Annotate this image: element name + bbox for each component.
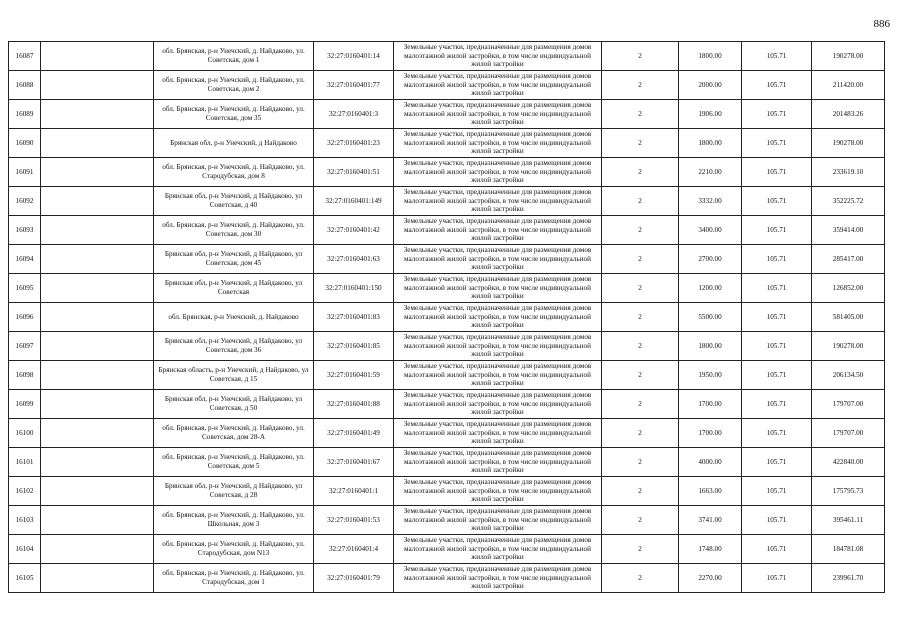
- row-number: 16089: [9, 100, 41, 129]
- specific-value-cell: 105.71: [742, 187, 812, 216]
- address-cell: Брянская обл, р-н Унечский, д Найдаково: [154, 129, 314, 158]
- table-row: [9, 71, 885, 100]
- row-number: 16102: [9, 477, 41, 506]
- cadastral-value-cell: 184781.08: [812, 535, 885, 564]
- land-use-cell: Земельные участки, предназначенные для размещения домов малоэтажной жилой застройки, в том числе индивидуальной жилой застройки: [394, 158, 602, 187]
- table-row: [9, 274, 885, 303]
- table-row: [9, 448, 885, 477]
- category-cell: 2: [602, 100, 679, 129]
- cadastral-value-cell: 179707.00: [812, 390, 885, 419]
- cadastral-number-cell: 32:27:0160401:83: [314, 303, 394, 332]
- cadastral-value-cell: 211420.00: [812, 71, 885, 100]
- specific-value-cell: 105.71: [742, 361, 812, 390]
- cadastral-number-cell: 32:27:0160401:85: [314, 332, 394, 361]
- land-use-cell: Земельные участки, предназначенные для размещения домов малоэтажной жилой застройки, в том числе индивидуальной жилой застройки: [394, 42, 602, 71]
- row-number: 16096: [9, 303, 41, 332]
- cadastral-value-table: [8, 41, 885, 593]
- area-cell: 2000.00: [679, 71, 742, 100]
- category-cell: 2: [602, 187, 679, 216]
- address-cell: обл. Брянская, р-н Унечский, д. Найдаково, ул. Советская, дом 2: [154, 71, 314, 100]
- empty-cell: [41, 42, 154, 71]
- table-body: [9, 42, 885, 593]
- cadastral-number-cell: 32:27:0160401:53: [314, 506, 394, 535]
- table-row: [9, 390, 885, 419]
- area-cell: 1800.00: [679, 332, 742, 361]
- empty-cell: [41, 419, 154, 448]
- specific-value-cell: 105.71: [742, 390, 812, 419]
- area-cell: 5500.00: [679, 303, 742, 332]
- area-cell: 4000.00: [679, 448, 742, 477]
- row-number: 16091: [9, 158, 41, 187]
- cadastral-value-cell: 285417.00: [812, 245, 885, 274]
- row-number: 16100: [9, 419, 41, 448]
- area-cell: 1800.00: [679, 42, 742, 71]
- cadastral-number-cell: 32:27:0160401:1: [314, 477, 394, 506]
- category-cell: 2: [602, 158, 679, 187]
- category-cell: 2: [602, 535, 679, 564]
- category-cell: 2: [602, 419, 679, 448]
- table-row: [9, 303, 885, 332]
- specific-value-cell: 105.71: [742, 477, 812, 506]
- cadastral-value-cell: 175795.73: [812, 477, 885, 506]
- address-cell: Брянская обл, р-н Унечский, д Найдаково, ул Советская: [154, 274, 314, 303]
- empty-cell: [41, 332, 154, 361]
- area-cell: 1950.00: [679, 361, 742, 390]
- land-use-cell: Земельные участки, предназначенные для размещения домов малоэтажной жилой застройки, в том числе индивидуальной жилой застройки: [394, 477, 602, 506]
- address-cell: обл. Брянская, р-н Унечский, д. Найдаково, ул. Советская, дом 28-А: [154, 419, 314, 448]
- cadastral-value-cell: 395461.11: [812, 506, 885, 535]
- specific-value-cell: 105.71: [742, 419, 812, 448]
- area-cell: 1700.00: [679, 390, 742, 419]
- category-cell: 2: [602, 274, 679, 303]
- area-cell: 1748.00: [679, 535, 742, 564]
- address-cell: обл. Брянская, р-н Унечский, д. Найдаково, ул. Стародубская, дом 1: [154, 564, 314, 593]
- cadastral-number-cell: 32:27:0160401:88: [314, 390, 394, 419]
- specific-value-cell: 105.71: [742, 506, 812, 535]
- area-cell: 2210.00: [679, 158, 742, 187]
- address-cell: обл. Брянская, р-н Унечский, д. Найдаково, ул. Советская, дом 5: [154, 448, 314, 477]
- table-row: [9, 187, 885, 216]
- table-row: [9, 42, 885, 71]
- specific-value-cell: 105.71: [742, 564, 812, 593]
- address-cell: обл. Брянская, р-н Унечский, д. Найдаково, ул. Советская, дом 30: [154, 216, 314, 245]
- cadastral-number-cell: 32:27:0160401:49: [314, 419, 394, 448]
- specific-value-cell: 105.71: [742, 158, 812, 187]
- empty-cell: [41, 158, 154, 187]
- category-cell: 2: [602, 448, 679, 477]
- specific-value-cell: 105.71: [742, 245, 812, 274]
- area-cell: 2270.00: [679, 564, 742, 593]
- category-cell: 2: [602, 390, 679, 419]
- cadastral-value-cell: 359414.00: [812, 216, 885, 245]
- empty-cell: [41, 71, 154, 100]
- cadastral-value-cell: 201483.26: [812, 100, 885, 129]
- land-use-cell: Земельные участки, предназначенные для размещения домов малоэтажной жилой застройки, в том числе индивидуальной жилой застройки: [394, 274, 602, 303]
- area-cell: 2700.00: [679, 245, 742, 274]
- table-row: [9, 245, 885, 274]
- area-cell: 1800.00: [679, 129, 742, 158]
- cadastral-number-cell: 32:27:0160401:59: [314, 361, 394, 390]
- category-cell: 2: [602, 71, 679, 100]
- empty-cell: [41, 390, 154, 419]
- specific-value-cell: 105.71: [742, 42, 812, 71]
- cadastral-value-cell: 206134.50: [812, 361, 885, 390]
- row-number: 16105: [9, 564, 41, 593]
- area-cell: 1663.00: [679, 477, 742, 506]
- page-number: 886: [873, 18, 890, 30]
- row-number: 16087: [9, 42, 41, 71]
- address-cell: Брянская обл, р-н Унечский, д Найдаково, ул Советская, дом 45: [154, 245, 314, 274]
- table-row: [9, 158, 885, 187]
- area-cell: 1200.00: [679, 274, 742, 303]
- land-use-cell: Земельные участки, предназначенные для размещения домов малоэтажной жилой застройки, в том числе индивидуальной жилой застройки: [394, 129, 602, 158]
- land-use-cell: Земельные участки, предназначенные для размещения домов малоэтажной жилой застройки, в том числе индивидуальной жилой застройки: [394, 216, 602, 245]
- table-row: [9, 129, 885, 158]
- land-use-cell: Земельные участки, предназначенные для размещения домов малоэтажной жилой застройки, в том числе индивидуальной жилой застройки: [394, 100, 602, 129]
- area-cell: 1700.00: [679, 419, 742, 448]
- cadastral-value-cell: 190278.00: [812, 129, 885, 158]
- area-cell: 3400.00: [679, 216, 742, 245]
- address-cell: Брянская обл, р-н Унечский, д Найдаково, ул Советская, дом 36: [154, 332, 314, 361]
- address-cell: Брянская область, р-н Унечский, д Найдаково, ул Советская, д 15: [154, 361, 314, 390]
- category-cell: 2: [602, 216, 679, 245]
- cadastral-number-cell: 32:27:0160401:149: [314, 187, 394, 216]
- cadastral-value-cell: 581405.00: [812, 303, 885, 332]
- table-row: [9, 506, 885, 535]
- area-cell: 1906.00: [679, 100, 742, 129]
- address-cell: Брянская обл, р-н Унечский, д Найдаково, ул Советская, д 50: [154, 390, 314, 419]
- empty-cell: [41, 535, 154, 564]
- address-cell: обл. Брянская, р-н Унечский, д. Найдаково, ул. Школьная, дом 3: [154, 506, 314, 535]
- row-number: 16095: [9, 274, 41, 303]
- row-number: 16099: [9, 390, 41, 419]
- cadastral-value-cell: 233619.10: [812, 158, 885, 187]
- cadastral-number-cell: 32:27:0160401:3: [314, 100, 394, 129]
- category-cell: 2: [602, 332, 679, 361]
- cadastral-number-cell: 32:27:0160401:14: [314, 42, 394, 71]
- category-cell: 2: [602, 477, 679, 506]
- cadastral-value-cell: 126852.00: [812, 274, 885, 303]
- category-cell: 2: [602, 506, 679, 535]
- cadastral-number-cell: 32:27:0160401:77: [314, 71, 394, 100]
- specific-value-cell: 105.71: [742, 129, 812, 158]
- row-number: 16104: [9, 535, 41, 564]
- address-cell: обл. Брянская, р-н Унечский, д. Найдаково: [154, 303, 314, 332]
- category-cell: 2: [602, 303, 679, 332]
- area-cell: 3332.00: [679, 187, 742, 216]
- empty-cell: [41, 303, 154, 332]
- specific-value-cell: 105.71: [742, 274, 812, 303]
- cadastral-value-cell: 190278.00: [812, 332, 885, 361]
- cadastral-value-cell: 422840.00: [812, 448, 885, 477]
- empty-cell: [41, 506, 154, 535]
- empty-cell: [41, 274, 154, 303]
- area-cell: 3741.00: [679, 506, 742, 535]
- land-use-cell: Земельные участки, предназначенные для размещения домов малоэтажной жилой застройки, в том числе индивидуальной жилой застройки: [394, 245, 602, 274]
- cadastral-number-cell: 32:27:0160401:4: [314, 535, 394, 564]
- specific-value-cell: 105.71: [742, 303, 812, 332]
- land-use-cell: Земельные участки, предназначенные для размещения домов малоэтажной жилой застройки, в том числе индивидуальной жилой застройки: [394, 535, 602, 564]
- address-cell: обл. Брянская, р-н Унечский, д. Найдаково, ул. Стародубская, дом 8: [154, 158, 314, 187]
- address-cell: обл. Брянская, р-н Унечский, д. Найдаково, ул. Советская, дом 1: [154, 42, 314, 71]
- cadastral-number-cell: 32:27:0160401:79: [314, 564, 394, 593]
- specific-value-cell: 105.71: [742, 448, 812, 477]
- address-cell: Брянская обл, р-н Унечский, д Найдаково, ул Советская, д 28: [154, 477, 314, 506]
- cadastral-number-cell: 32:27:0160401:150: [314, 274, 394, 303]
- row-number: 16098: [9, 361, 41, 390]
- table-row: [9, 361, 885, 390]
- row-number: 16101: [9, 448, 41, 477]
- row-number: 16103: [9, 506, 41, 535]
- address-cell: Брянская обл, р-н Унечский, д Найдаково, ул Советская, д 40: [154, 187, 314, 216]
- land-use-cell: Земельные участки, предназначенные для размещения домов малоэтажной жилой застройки, в том числе индивидуальной жилой застройки: [394, 361, 602, 390]
- land-use-cell: Земельные участки, предназначенные для размещения домов малоэтажной жилой застройки, в том числе индивидуальной жилой застройки: [394, 419, 602, 448]
- empty-cell: [41, 129, 154, 158]
- land-use-cell: Земельные участки, предназначенные для размещения домов малоэтажной жилой застройки, в том числе индивидуальной жилой застройки: [394, 71, 602, 100]
- cadastral-number-cell: 32:27:0160401:63: [314, 245, 394, 274]
- table-row: [9, 477, 885, 506]
- empty-cell: [41, 245, 154, 274]
- land-use-cell: Земельные участки, предназначенные для размещения домов малоэтажной жилой застройки, в том числе индивидуальной жилой застройки: [394, 564, 602, 593]
- empty-cell: [41, 448, 154, 477]
- empty-cell: [41, 187, 154, 216]
- land-use-cell: Земельные участки, предназначенные для размещения домов малоэтажной жилой застройки, в том числе индивидуальной жилой застройки: [394, 390, 602, 419]
- category-cell: 2: [602, 42, 679, 71]
- category-cell: 2: [602, 564, 679, 593]
- row-number: 16093: [9, 216, 41, 245]
- row-number: 16094: [9, 245, 41, 274]
- land-use-cell: Земельные участки, предназначенные для размещения домов малоэтажной жилой застройки, в том числе индивидуальной жилой застройки: [394, 506, 602, 535]
- cadastral-value-cell: 239961.70: [812, 564, 885, 593]
- cadastral-number-cell: 32:27:0160401:42: [314, 216, 394, 245]
- specific-value-cell: 105.71: [742, 535, 812, 564]
- address-cell: обл. Брянская, р-н Унечский, д. Найдаково, ул. Советская, дом 35: [154, 100, 314, 129]
- empty-cell: [41, 100, 154, 129]
- specific-value-cell: 105.71: [742, 71, 812, 100]
- category-cell: 2: [602, 129, 679, 158]
- address-cell: обл. Брянская, р-н Унечский, д. Найдаково, ул. Стародубская, дом N13: [154, 535, 314, 564]
- row-number: 16090: [9, 129, 41, 158]
- land-use-cell: Земельные участки, предназначенные для размещения домов малоэтажной жилой застройки, в том числе индивидуальной жилой застройки: [394, 303, 602, 332]
- row-number: 16088: [9, 71, 41, 100]
- land-use-cell: Земельные участки, предназначенные для размещения домов малоэтажной жилой застройки, в том числе индивидуальной жилой застройки: [394, 332, 602, 361]
- specific-value-cell: 105.71: [742, 100, 812, 129]
- specific-value-cell: 105.71: [742, 216, 812, 245]
- row-number: 16092: [9, 187, 41, 216]
- table-row: [9, 564, 885, 593]
- cadastral-number-cell: 32:27:0160401:51: [314, 158, 394, 187]
- category-cell: 2: [602, 245, 679, 274]
- cadastral-number-cell: 32:27:0160401:67: [314, 448, 394, 477]
- table-row: [9, 216, 885, 245]
- table-row: [9, 332, 885, 361]
- cadastral-value-cell: 352225.72: [812, 187, 885, 216]
- cadastral-number-cell: 32:27:0160401:23: [314, 129, 394, 158]
- category-cell: 2: [602, 361, 679, 390]
- empty-cell: [41, 477, 154, 506]
- empty-cell: [41, 216, 154, 245]
- specific-value-cell: 105.71: [742, 332, 812, 361]
- table-row: [9, 535, 885, 564]
- table-row: [9, 100, 885, 129]
- cadastral-value-cell: 190278.00: [812, 42, 885, 71]
- empty-cell: [41, 564, 154, 593]
- land-use-cell: Земельные участки, предназначенные для размещения домов малоэтажной жилой застройки, в том числе индивидуальной жилой застройки: [394, 448, 602, 477]
- row-number: 16097: [9, 332, 41, 361]
- table-row: [9, 419, 885, 448]
- cadastral-value-cell: 179707.00: [812, 419, 885, 448]
- land-use-cell: Земельные участки, предназначенные для размещения домов малоэтажной жилой застройки, в том числе индивидуальной жилой застройки: [394, 187, 602, 216]
- empty-cell: [41, 361, 154, 390]
